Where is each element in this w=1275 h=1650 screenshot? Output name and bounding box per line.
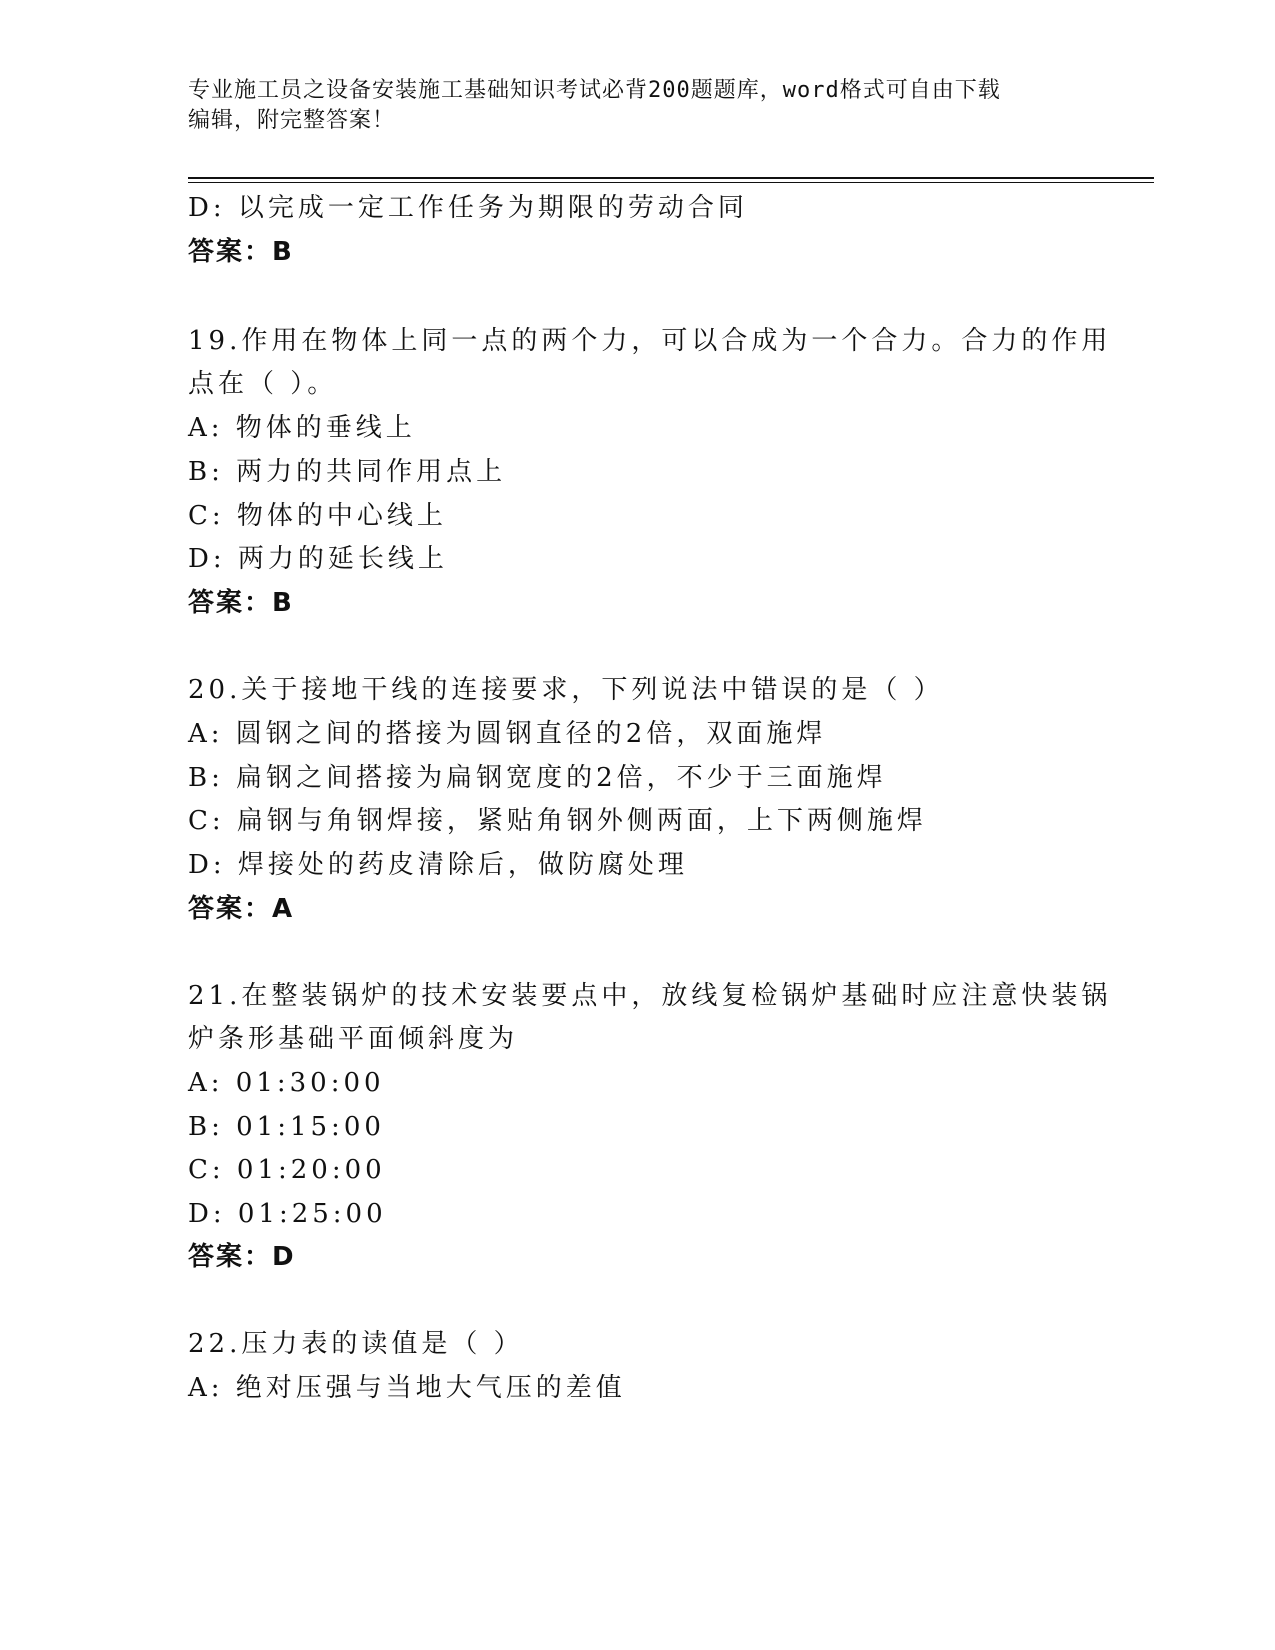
q19-option-c: C: 物体的中心线上 (188, 501, 447, 531)
q19-option-d: D: 两力的延长线上 (188, 544, 448, 574)
q19-option-b: B: 两力的共同作用点上 (188, 457, 507, 487)
header-title-line-1: 专业施工员之设备安装施工基础知识考试必背200题题库，word格式可自由下载 (188, 78, 1001, 103)
header-title-line-2: 编辑，附完整答案！ (188, 108, 396, 133)
q19-answer: 答案：B (188, 588, 294, 618)
q21-option-c: C: 01:20:00 (188, 1155, 386, 1185)
q19-option-a: A: 物体的垂线上 (188, 413, 416, 443)
q20-option-b: B: 扁钢之间搭接为扁钢宽度的2倍，不少于三面施焊 (188, 763, 887, 793)
q22-option-a: A: 绝对压强与当地大气压的差值 (188, 1373, 626, 1403)
q20-option-d: D: 焊接处的药皮清除后，做防腐处理 (188, 850, 688, 880)
q21-option-b: B: 01:15:00 (188, 1112, 385, 1142)
q19-stem-line-1: 19.作用在物体上同一点的两个力，可以合成为一个合力。合力的作用 (188, 326, 1112, 356)
q20-option-c: C: 扁钢与角钢焊接，紧贴角钢外侧两面，上下两侧施焊 (188, 806, 927, 836)
q21-option-a: A: 01:30:00 (188, 1068, 385, 1098)
q21-option-d: D: 01:25:00 (188, 1199, 387, 1229)
q18-option-d: D: 以完成一定工作任务为期限的劳动合同 (188, 193, 748, 223)
header-divider-thick (188, 177, 1154, 179)
q20-stem: 20.关于接地干线的连接要求，下列说法中错误的是（ ） (188, 675, 944, 705)
document-header (188, 76, 1068, 136)
q21-stem-line-2: 炉条形基础平面倾斜度为 (188, 1024, 519, 1054)
q22-stem: 22.压力表的读值是（ ） (188, 1329, 524, 1359)
header-divider-thin (188, 182, 1154, 183)
q18-answer: 答案：B (188, 237, 294, 267)
q20-option-a: A: 圆钢之间的搭接为圆钢直径的2倍，双面施焊 (188, 719, 827, 749)
q21-answer: 答案：D (188, 1242, 296, 1272)
q21-stem-line-1: 21.在整装锅炉的技术安装要点中，放线复检锅炉基础时应注意快装锅 (188, 981, 1112, 1011)
q19-stem-line-2: 点在（ ）。 (188, 369, 338, 399)
q20-answer: 答案：A (188, 894, 295, 924)
